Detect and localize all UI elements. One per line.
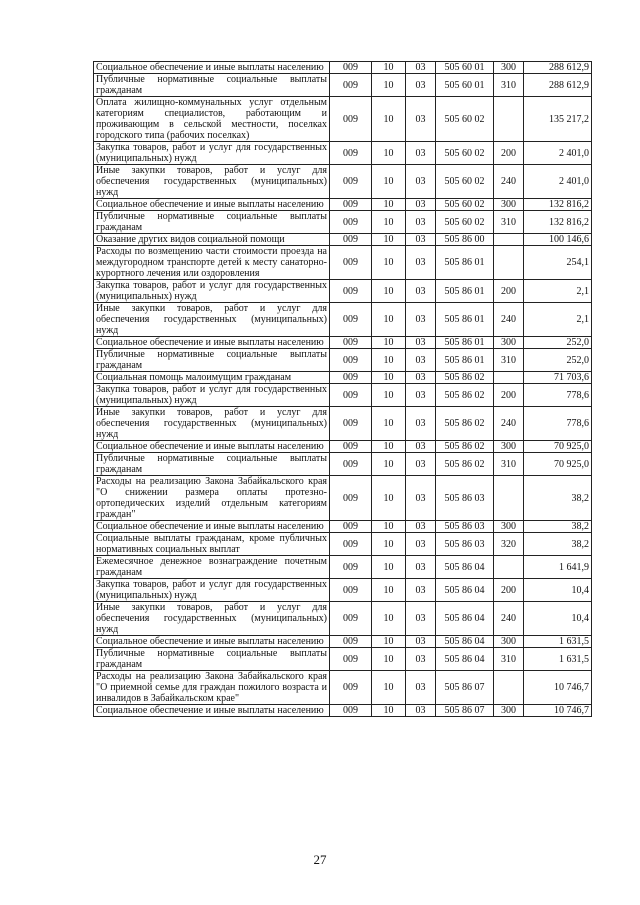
cell-amount: 71 703,6 — [524, 372, 592, 384]
cell-amount: 100 146,6 — [524, 234, 592, 246]
cell-department-code: 009 — [330, 199, 372, 211]
table-row — [94, 671, 592, 705]
cell-subsection-code: 03 — [406, 579, 436, 602]
cell-section-code: 10 — [372, 648, 406, 671]
cell-department-code: 009 — [330, 165, 372, 199]
cell-section-code: 10 — [372, 211, 406, 234]
cell-subsection-code: 03 — [406, 705, 436, 717]
cell-target-article: 505 86 02 — [436, 384, 494, 407]
cell-description: Публичные нормативные социальные выплаты гражданам — [94, 648, 330, 671]
cell-subsection-code: 03 — [406, 407, 436, 441]
cell-department-code: 009 — [330, 62, 372, 74]
cell-amount: 38,2 — [524, 521, 592, 533]
cell-amount: 778,6 — [524, 384, 592, 407]
cell-department-code: 009 — [330, 211, 372, 234]
cell-amount: 135 217,2 — [524, 97, 592, 142]
cell-section-code: 10 — [372, 337, 406, 349]
cell-department-code: 009 — [330, 280, 372, 303]
table-row — [94, 211, 592, 234]
cell-description: Иные закупки товаров, работ и услуг для обеспечения государственных (муниципальных) нужд — [94, 303, 330, 337]
cell-target-article: 505 86 02 — [436, 441, 494, 453]
cell-section-code: 10 — [372, 74, 406, 97]
cell-target-article: 505 86 03 — [436, 533, 494, 556]
table-row — [94, 705, 592, 717]
cell-expense-type — [494, 246, 524, 280]
table-row — [94, 280, 592, 303]
cell-target-article: 505 86 04 — [436, 648, 494, 671]
cell-target-article: 505 86 04 — [436, 602, 494, 636]
cell-section-code: 10 — [372, 349, 406, 372]
cell-amount: 132 816,2 — [524, 199, 592, 211]
cell-section-code: 10 — [372, 62, 406, 74]
table-row — [94, 407, 592, 441]
cell-expense-type: 300 — [494, 199, 524, 211]
cell-description: Закупка товаров, работ и услуг для государственных (муниципальных) нужд — [94, 142, 330, 165]
cell-expense-type: 310 — [494, 648, 524, 671]
cell-amount: 1 631,5 — [524, 636, 592, 648]
cell-target-article: 505 86 01 — [436, 337, 494, 349]
cell-description: Социальные выплаты гражданам, кроме публичных нормативных социальных выплат — [94, 533, 330, 556]
cell-description: Социальное обеспечение и иные выплаты населению — [94, 705, 330, 717]
cell-subsection-code: 03 — [406, 476, 436, 521]
cell-department-code: 009 — [330, 234, 372, 246]
cell-subsection-code: 03 — [406, 165, 436, 199]
budget-table — [93, 61, 592, 717]
cell-section-code: 10 — [372, 533, 406, 556]
cell-section-code: 10 — [372, 453, 406, 476]
cell-target-article: 505 60 02 — [436, 97, 494, 142]
cell-subsection-code: 03 — [406, 199, 436, 211]
cell-expense-type: 300 — [494, 705, 524, 717]
cell-amount: 2 401,0 — [524, 142, 592, 165]
cell-section-code: 10 — [372, 705, 406, 717]
cell-amount: 252,0 — [524, 349, 592, 372]
cell-section-code: 10 — [372, 521, 406, 533]
cell-department-code: 009 — [330, 579, 372, 602]
table-row — [94, 384, 592, 407]
cell-section-code: 10 — [372, 234, 406, 246]
table-row — [94, 199, 592, 211]
cell-description: Закупка товаров, работ и услуг для государственных (муниципальных) нужд — [94, 384, 330, 407]
cell-amount: 10 746,7 — [524, 671, 592, 705]
cell-department-code: 009 — [330, 337, 372, 349]
cell-target-article: 505 86 04 — [436, 556, 494, 579]
table-row — [94, 246, 592, 280]
cell-subsection-code: 03 — [406, 142, 436, 165]
cell-description: Ежемесячное денежное вознаграждение почетным гражданам — [94, 556, 330, 579]
cell-target-article: 505 86 01 — [436, 303, 494, 337]
cell-description: Оплата жилищно-коммунальных услуг отдельным категориям специалистов, работающим и проживающим в сельской местности, поселках городского типа (рабочих поселках) — [94, 97, 330, 142]
cell-description: Публичные нормативные социальные выплаты гражданам — [94, 74, 330, 97]
cell-subsection-code: 03 — [406, 303, 436, 337]
table-body — [94, 62, 592, 717]
cell-expense-type — [494, 234, 524, 246]
cell-target-article: 505 86 01 — [436, 246, 494, 280]
cell-expense-type: 320 — [494, 533, 524, 556]
cell-target-article: 505 60 02 — [436, 211, 494, 234]
cell-amount: 38,2 — [524, 476, 592, 521]
cell-amount: 10 746,7 — [524, 705, 592, 717]
cell-description: Социальное обеспечение и иные выплаты населению — [94, 521, 330, 533]
cell-description: Социальное обеспечение и иные выплаты населению — [94, 199, 330, 211]
cell-department-code: 009 — [330, 705, 372, 717]
cell-description: Публичные нормативные социальные выплаты гражданам — [94, 211, 330, 234]
cell-department-code: 009 — [330, 441, 372, 453]
cell-section-code: 10 — [372, 476, 406, 521]
cell-section-code: 10 — [372, 142, 406, 165]
cell-subsection-code: 03 — [406, 74, 436, 97]
cell-department-code: 009 — [330, 384, 372, 407]
cell-section-code: 10 — [372, 165, 406, 199]
cell-expense-type: 240 — [494, 407, 524, 441]
cell-description: Социальная помощь малоимущим гражданам — [94, 372, 330, 384]
cell-target-article: 505 60 02 — [436, 142, 494, 165]
cell-amount: 254,1 — [524, 246, 592, 280]
cell-expense-type: 310 — [494, 453, 524, 476]
cell-section-code: 10 — [372, 372, 406, 384]
cell-amount: 2,1 — [524, 280, 592, 303]
cell-subsection-code: 03 — [406, 636, 436, 648]
table-row — [94, 556, 592, 579]
cell-expense-type: 200 — [494, 384, 524, 407]
cell-description: Закупка товаров, работ и услуг для государственных (муниципальных) нужд — [94, 280, 330, 303]
cell-description: Расходы на реализацию Закона Забайкальского края "О приемной семье для граждан пожилого возраста и инвалидов в Забайкальском крае" — [94, 671, 330, 705]
cell-description: Расходы по возмещению части стоимости проезда на междугородном транспорте детей к месту санаторно-курортного лечения или оздоровления — [94, 246, 330, 280]
cell-section-code: 10 — [372, 97, 406, 142]
table-row — [94, 337, 592, 349]
cell-target-article: 505 86 02 — [436, 453, 494, 476]
cell-section-code: 10 — [372, 246, 406, 280]
cell-department-code: 009 — [330, 556, 372, 579]
cell-subsection-code: 03 — [406, 280, 436, 303]
cell-amount: 288 612,9 — [524, 74, 592, 97]
table-row — [94, 579, 592, 602]
cell-section-code: 10 — [372, 671, 406, 705]
cell-department-code: 009 — [330, 246, 372, 280]
cell-expense-type: 310 — [494, 211, 524, 234]
cell-expense-type: 200 — [494, 579, 524, 602]
cell-expense-type: 240 — [494, 303, 524, 337]
cell-department-code: 009 — [330, 671, 372, 705]
cell-expense-type: 200 — [494, 142, 524, 165]
page-number: 27 — [313, 852, 327, 867]
cell-description: Иные закупки товаров, работ и услуг для обеспечения государственных (муниципальных) нужд — [94, 602, 330, 636]
cell-expense-type: 300 — [494, 636, 524, 648]
cell-expense-type: 310 — [494, 349, 524, 372]
cell-department-code: 009 — [330, 407, 372, 441]
table-row — [94, 441, 592, 453]
cell-target-article: 505 86 04 — [436, 579, 494, 602]
cell-subsection-code: 03 — [406, 453, 436, 476]
cell-description: Социальное обеспечение и иные выплаты населению — [94, 62, 330, 74]
cell-department-code: 009 — [330, 476, 372, 521]
table-row — [94, 303, 592, 337]
cell-section-code: 10 — [372, 407, 406, 441]
cell-subsection-code: 03 — [406, 246, 436, 280]
cell-amount: 2,1 — [524, 303, 592, 337]
cell-section-code: 10 — [372, 602, 406, 636]
table-row — [94, 476, 592, 521]
cell-target-article: 505 86 00 — [436, 234, 494, 246]
cell-expense-type: 300 — [494, 441, 524, 453]
cell-target-article: 505 86 07 — [436, 705, 494, 717]
cell-section-code: 10 — [372, 303, 406, 337]
cell-section-code: 10 — [372, 556, 406, 579]
cell-amount: 70 925,0 — [524, 453, 592, 476]
cell-section-code: 10 — [372, 199, 406, 211]
cell-amount: 10,4 — [524, 579, 592, 602]
cell-department-code: 009 — [330, 142, 372, 165]
table-row — [94, 97, 592, 142]
cell-target-article: 505 60 01 — [436, 62, 494, 74]
cell-description: Оказание других видов социальной помощи — [94, 234, 330, 246]
cell-target-article: 505 86 03 — [436, 521, 494, 533]
cell-subsection-code: 03 — [406, 349, 436, 372]
table-row — [94, 648, 592, 671]
cell-subsection-code: 03 — [406, 384, 436, 407]
cell-target-article: 505 86 04 — [436, 636, 494, 648]
cell-section-code: 10 — [372, 441, 406, 453]
cell-expense-type — [494, 372, 524, 384]
table-row — [94, 533, 592, 556]
cell-expense-type: 240 — [494, 165, 524, 199]
table-row — [94, 453, 592, 476]
cell-department-code: 009 — [330, 533, 372, 556]
cell-amount: 10,4 — [524, 602, 592, 636]
cell-subsection-code: 03 — [406, 441, 436, 453]
cell-expense-type — [494, 556, 524, 579]
cell-section-code: 10 — [372, 384, 406, 407]
cell-description: Социальное обеспечение и иные выплаты населению — [94, 441, 330, 453]
cell-expense-type: 300 — [494, 521, 524, 533]
cell-description: Социальное обеспечение и иные выплаты населению — [94, 636, 330, 648]
cell-amount: 1 641,9 — [524, 556, 592, 579]
cell-expense-type: 300 — [494, 62, 524, 74]
cell-description: Социальное обеспечение и иные выплаты населению — [94, 337, 330, 349]
cell-subsection-code: 03 — [406, 671, 436, 705]
cell-target-article: 505 60 02 — [436, 199, 494, 211]
cell-subsection-code: 03 — [406, 337, 436, 349]
cell-department-code: 009 — [330, 303, 372, 337]
cell-amount: 778,6 — [524, 407, 592, 441]
cell-target-article: 505 86 03 — [436, 476, 494, 521]
cell-expense-type — [494, 671, 524, 705]
table-row — [94, 234, 592, 246]
cell-department-code: 009 — [330, 602, 372, 636]
cell-department-code: 009 — [330, 372, 372, 384]
cell-section-code: 10 — [372, 579, 406, 602]
cell-target-article: 505 60 01 — [436, 74, 494, 97]
table-row — [94, 142, 592, 165]
cell-subsection-code: 03 — [406, 97, 436, 142]
cell-target-article: 505 86 02 — [436, 372, 494, 384]
cell-description: Иные закупки товаров, работ и услуг для обеспечения государственных (муниципальных) нужд — [94, 165, 330, 199]
cell-description: Публичные нормативные социальные выплаты гражданам — [94, 453, 330, 476]
cell-amount: 1 631,5 — [524, 648, 592, 671]
cell-target-article: 505 60 02 — [436, 165, 494, 199]
table-row — [94, 636, 592, 648]
table-row — [94, 165, 592, 199]
cell-subsection-code: 03 — [406, 372, 436, 384]
table-row — [94, 521, 592, 533]
table-row — [94, 349, 592, 372]
cell-section-code: 10 — [372, 636, 406, 648]
cell-subsection-code: 03 — [406, 648, 436, 671]
cell-department-code: 009 — [330, 349, 372, 372]
cell-department-code: 009 — [330, 74, 372, 97]
table-row — [94, 372, 592, 384]
cell-description: Расходы на реализацию Закона Забайкальского края "О снижении размера оплаты протезно-ортопедических изделий отдельным категориям граждан" — [94, 476, 330, 521]
cell-target-article: 505 86 07 — [436, 671, 494, 705]
cell-department-code: 009 — [330, 453, 372, 476]
cell-expense-type — [494, 476, 524, 521]
cell-subsection-code: 03 — [406, 556, 436, 579]
cell-target-article: 505 86 02 — [436, 407, 494, 441]
cell-amount: 70 925,0 — [524, 441, 592, 453]
cell-amount: 252,0 — [524, 337, 592, 349]
cell-target-article: 505 86 01 — [436, 349, 494, 372]
cell-description: Закупка товаров, работ и услуг для государственных (муниципальных) нужд — [94, 579, 330, 602]
cell-department-code: 009 — [330, 97, 372, 142]
table-row — [94, 74, 592, 97]
cell-target-article: 505 86 01 — [436, 280, 494, 303]
cell-department-code: 009 — [330, 636, 372, 648]
cell-department-code: 009 — [330, 648, 372, 671]
cell-description: Иные закупки товаров, работ и услуг для обеспечения государственных (муниципальных) нужд — [94, 407, 330, 441]
cell-expense-type — [494, 97, 524, 142]
cell-amount: 38,2 — [524, 533, 592, 556]
cell-amount: 288 612,9 — [524, 62, 592, 74]
cell-amount: 2 401,0 — [524, 165, 592, 199]
cell-subsection-code: 03 — [406, 211, 436, 234]
cell-section-code: 10 — [372, 280, 406, 303]
cell-expense-type: 300 — [494, 337, 524, 349]
cell-amount: 132 816,2 — [524, 211, 592, 234]
cell-expense-type: 310 — [494, 74, 524, 97]
cell-expense-type: 240 — [494, 602, 524, 636]
cell-subsection-code: 03 — [406, 234, 436, 246]
cell-expense-type: 200 — [494, 280, 524, 303]
cell-subsection-code: 03 — [406, 521, 436, 533]
cell-department-code: 009 — [330, 521, 372, 533]
cell-subsection-code: 03 — [406, 533, 436, 556]
cell-description: Публичные нормативные социальные выплаты гражданам — [94, 349, 330, 372]
table-row — [94, 602, 592, 636]
cell-subsection-code: 03 — [406, 602, 436, 636]
cell-subsection-code: 03 — [406, 62, 436, 74]
table-row — [94, 62, 592, 74]
